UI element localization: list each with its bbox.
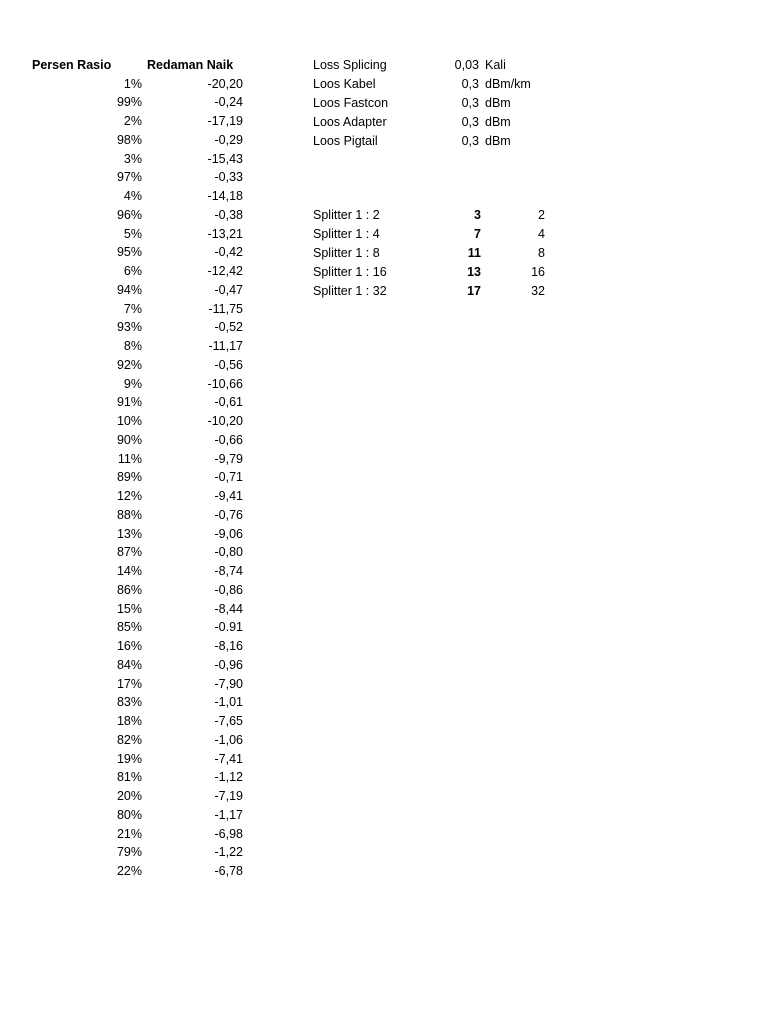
persen-rasio-cell: 22%: [116, 864, 142, 879]
splitter-row-1-2: [313, 206, 553, 225]
redaman-naik-cell: -6,98: [214, 826, 243, 841]
redaman-naik-cell: -14,18: [207, 189, 243, 204]
redaman-naik-cell: -0,96: [214, 657, 243, 672]
loss-row-splicing: [313, 56, 573, 75]
redaman-naik-cell: -11,75: [208, 301, 243, 316]
redaman-naik-cell: -6,78: [214, 864, 243, 879]
persen-rasio-cell: 87%: [116, 545, 142, 560]
loss-value: 0,03: [454, 58, 479, 72]
redaman-naik-cell: -0,80: [214, 545, 243, 560]
redaman-naik-cell: -0.91: [214, 620, 243, 635]
redaman-naik-cell: -0,71: [214, 470, 243, 485]
persen-rasio-cell: 2%: [123, 114, 142, 129]
persen-rasio-cell: 93%: [116, 320, 142, 335]
redaman-naik-cell: -8,44: [214, 601, 243, 616]
loss-row-kabel: [313, 75, 573, 94]
persen-rasio-cell: 14%: [116, 564, 142, 579]
redaman-naik-cell: -9,41: [214, 489, 243, 504]
loss-label: Loos Kabel: [313, 76, 376, 91]
redaman-naik-cell: -0,29: [214, 132, 243, 147]
splitter-label: Splitter 1 : 2: [313, 208, 380, 222]
redaman-naik-cell: -1,01: [214, 695, 243, 710]
splitter-port-count: 16: [531, 264, 545, 279]
splitter-loss-value: 11: [467, 245, 481, 260]
splitter-label: Splitter 1 : 4: [313, 226, 380, 241]
persen-rasio-cell: 81%: [116, 770, 142, 785]
persen-rasio-cell: 91%: [116, 395, 142, 410]
persen-rasio-cell: 6%: [123, 264, 142, 279]
loss-value: 0,3: [461, 95, 479, 110]
splitter-port-count: 4: [538, 226, 545, 241]
redaman-naik-cell: -0,24: [214, 95, 243, 110]
loss-label: Loss Splicing: [313, 58, 387, 72]
redaman-naik-cell: -0,76: [214, 507, 243, 522]
persen-rasio-cell: 9%: [123, 376, 142, 391]
header-redaman-naik: Redaman Naik: [147, 58, 234, 72]
splitter-row-1-16: [313, 263, 553, 282]
persen-rasio-cell: 13%: [116, 526, 142, 541]
persen-rasio-cell: 18%: [116, 714, 142, 729]
persen-rasio-cell: 16%: [116, 639, 142, 654]
redaman-naik-cell: -0,38: [214, 207, 243, 222]
loss-label: Loos Pigtail: [313, 133, 378, 148]
splitter-port-count: 8: [538, 245, 545, 260]
redaman-naik-cell: -9,79: [214, 451, 243, 466]
splitter-table: [313, 206, 553, 300]
splitter-row-1-32: [313, 282, 553, 301]
loss-unit: dBm/km: [485, 76, 531, 91]
persen-rasio-cell: 7%: [123, 301, 142, 316]
persen-rasio-cell: 97%: [116, 170, 142, 185]
redaman-naik-cell: -10,20: [207, 414, 243, 429]
redaman-naik-cell: -1,22: [214, 845, 243, 860]
redaman-naik-cell: -0,33: [214, 170, 243, 185]
persen-rasio-cell: 92%: [116, 357, 142, 372]
persen-rasio-cell: 79%: [116, 845, 142, 860]
redaman-naik-cell: -12,42: [207, 264, 243, 279]
redaman-naik-cell: -0,66: [214, 432, 243, 447]
loss-row-adapter: [313, 113, 573, 132]
splitter-loss-value: 7: [474, 226, 481, 241]
splitter-loss-value: 3: [474, 208, 481, 222]
header-persen-rasio: Persen Rasio: [32, 58, 112, 72]
splitter-row-1-8: [313, 244, 553, 263]
persen-rasio-cell: 20%: [116, 789, 142, 804]
redaman-naik-cell: -1,17: [214, 807, 243, 822]
persen-rasio-cell: 10%: [116, 414, 142, 429]
splitter-port-count: 2: [538, 208, 545, 222]
redaman-naik-cell: -9,06: [214, 526, 243, 541]
loss-value: 0,3: [461, 133, 479, 148]
loss-unit: Kali: [485, 58, 506, 72]
persen-rasio-cell: 96%: [116, 207, 142, 222]
redaman-naik-cell: -0,52: [214, 320, 243, 335]
redaman-naik-cell: -10,66: [207, 376, 243, 391]
persen-rasio-cell: 15%: [116, 601, 142, 616]
splitter-label: Splitter 1 : 16: [313, 264, 387, 279]
redaman-naik-cell: -1,12: [214, 770, 243, 785]
persen-rasio-cell: 99%: [116, 95, 142, 110]
loss-unit: dBm: [485, 133, 511, 148]
splitter-row-1-4: [313, 225, 553, 244]
loss-row-pigtail: [313, 132, 573, 151]
redaman-naik-cell: -0,42: [214, 245, 243, 260]
persen-rasio-cell: 94%: [116, 282, 142, 297]
redaman-naik-cell: -20,20: [207, 76, 243, 91]
persen-rasio-cell: 95%: [116, 245, 142, 260]
persen-rasio-cell: 19%: [116, 751, 142, 766]
persen-rasio-cell: 12%: [116, 489, 142, 504]
redaman-naik-cell: -7,19: [214, 789, 243, 804]
splitter-label: Splitter 1 : 32: [313, 283, 387, 298]
redaman-naik-cell: -11,17: [208, 339, 243, 354]
persen-rasio-cell: 5%: [123, 226, 142, 241]
redaman-naik-cell: -0,56: [214, 357, 243, 372]
loss-value: 0,3: [461, 114, 479, 129]
persen-rasio-cell: 88%: [116, 507, 142, 522]
persen-rasio-cell: 3%: [123, 151, 142, 166]
redaman-naik-cell: -1,06: [214, 732, 243, 747]
redaman-naik-cell: -0,86: [214, 582, 243, 597]
splitter-port-count: 32: [531, 283, 545, 298]
redaman-naik-cell: -8,16: [214, 639, 243, 654]
loss-value: 0,3: [461, 76, 479, 91]
persen-rasio-cell: 83%: [116, 695, 142, 710]
redaman-naik-cell: -8,74: [214, 564, 243, 579]
persen-rasio-column: [60, 75, 142, 881]
loss-row-fastcon: [313, 94, 573, 113]
redaman-naik-cell: -0,61: [214, 395, 243, 410]
splitter-loss-value: 17: [467, 283, 481, 298]
redaman-naik-cell: -7,65: [214, 714, 243, 729]
loss-label: Loos Adapter: [313, 114, 387, 129]
persen-rasio-cell: 11%: [117, 451, 142, 466]
splitter-loss-value: 13: [467, 264, 481, 279]
persen-rasio-cell: 1%: [123, 76, 142, 91]
loss-unit: dBm: [485, 95, 511, 110]
redaman-naik-cell: -17,19: [207, 114, 243, 129]
loss-parameters-table: [313, 56, 573, 150]
persen-rasio-cell: 89%: [116, 470, 142, 485]
redaman-naik-cell: -7,41: [214, 751, 243, 766]
redaman-naik-cell: -7,90: [214, 676, 243, 691]
persen-rasio-cell: 4%: [123, 189, 142, 204]
redaman-naik-cell: -13,21: [207, 226, 243, 241]
persen-rasio-cell: 84%: [116, 657, 142, 672]
redaman-naik-cell: -15,43: [207, 151, 243, 166]
persen-rasio-cell: 82%: [116, 732, 142, 747]
loss-unit: dBm: [485, 114, 511, 129]
persen-rasio-cell: 90%: [116, 432, 142, 447]
persen-rasio-cell: 17%: [116, 676, 142, 691]
persen-rasio-cell: 80%: [116, 807, 142, 822]
persen-rasio-cell: 85%: [116, 620, 142, 635]
persen-rasio-cell: 98%: [116, 132, 142, 147]
persen-rasio-cell: 8%: [123, 339, 142, 354]
persen-rasio-cell: 21%: [116, 826, 142, 841]
loss-label: Loos Fastcon: [313, 95, 389, 110]
splitter-label: Splitter 1 : 8: [313, 245, 380, 260]
redaman-naik-column: [150, 75, 243, 881]
redaman-naik-cell: -0,47: [214, 282, 243, 297]
persen-rasio-cell: 86%: [116, 582, 142, 597]
